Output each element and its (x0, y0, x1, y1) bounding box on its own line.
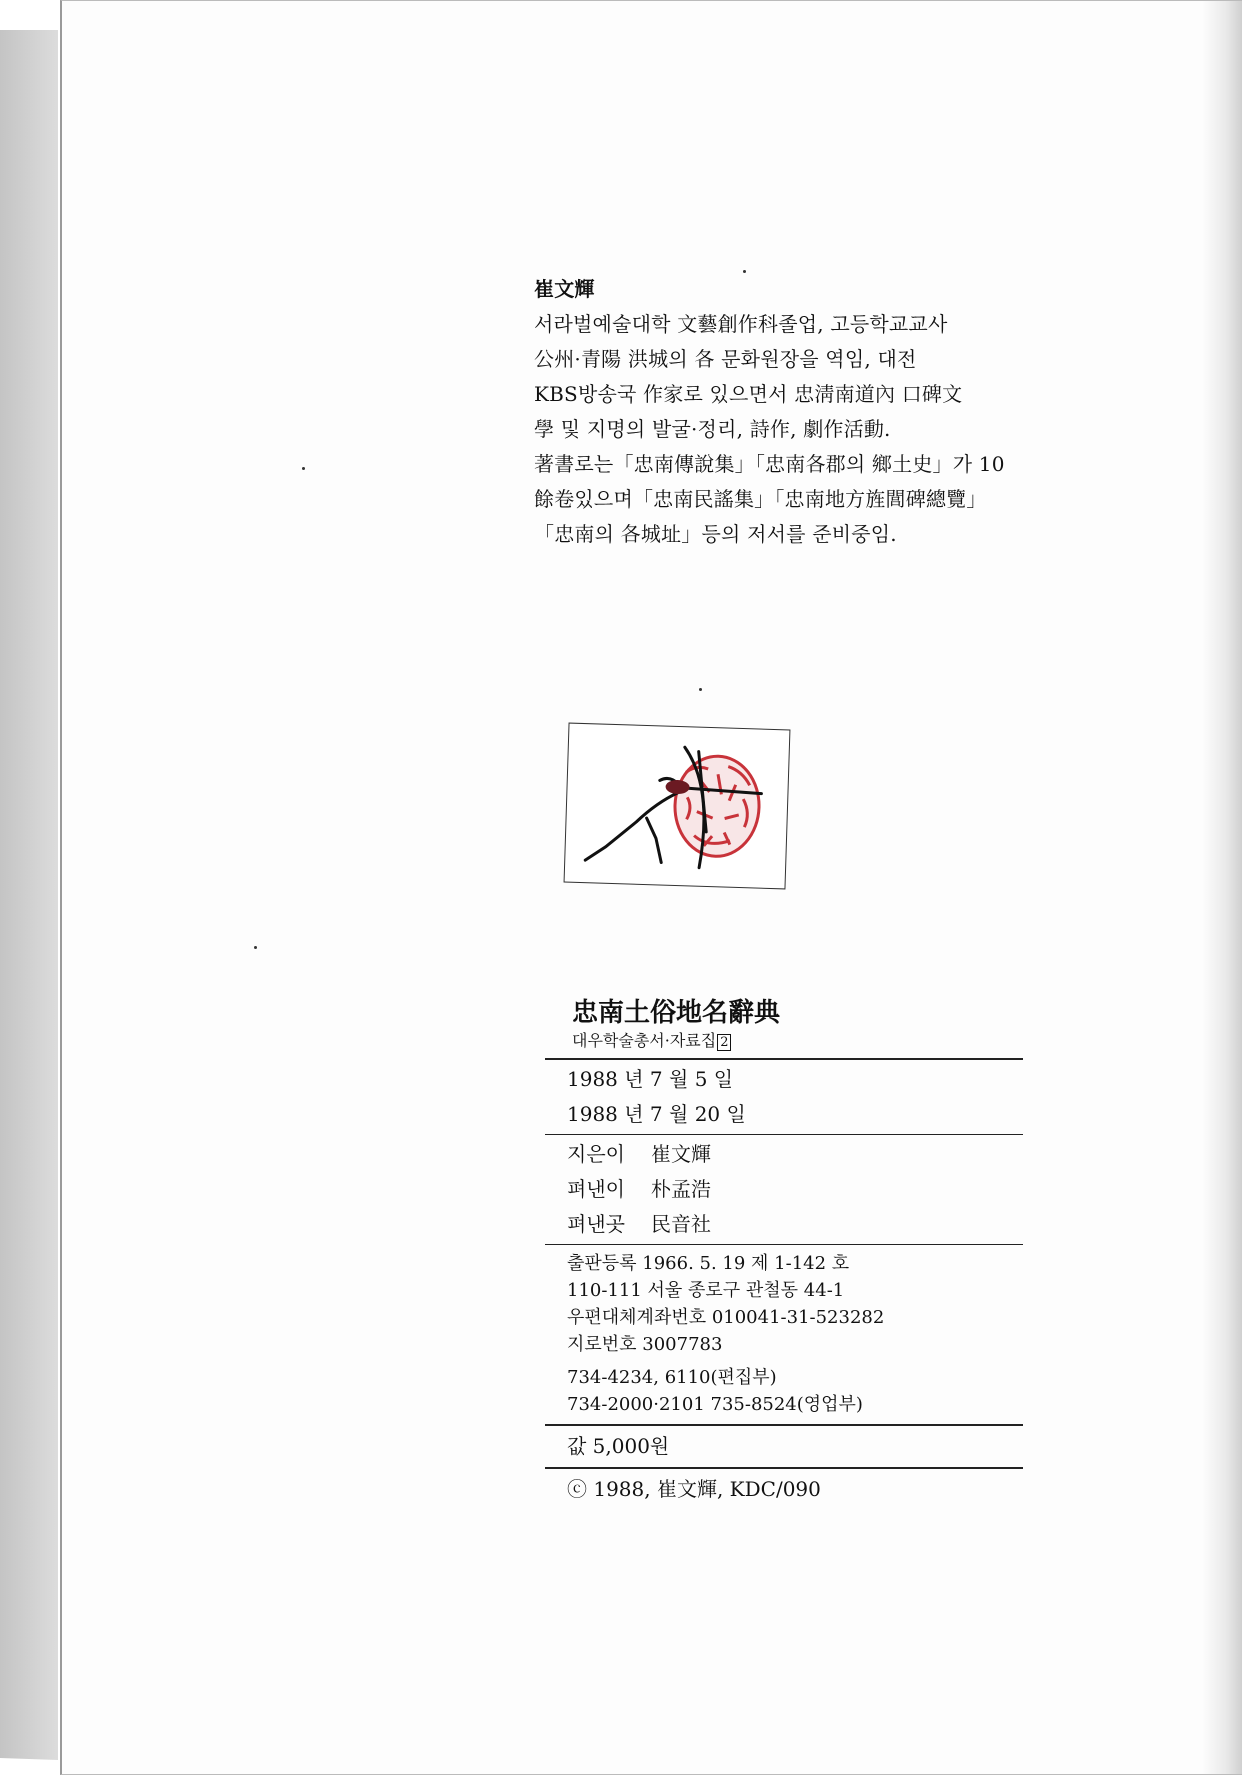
author-name: 崔文輝 (534, 277, 595, 301)
author-row (567, 1137, 1023, 1172)
dates-block (545, 1060, 1023, 1134)
press-label: 펴낸곳 (567, 1212, 625, 1236)
press-value: 民音社 (651, 1212, 711, 1236)
seal-stamp-icon (565, 724, 790, 889)
series-line (572, 1030, 1023, 1052)
giro-number: 지로번호 3007783 (567, 1334, 723, 1355)
dust-speck (699, 688, 702, 691)
author-value: 崔文輝 (651, 1142, 711, 1166)
publish-date: 1988 년 7 월 20 일 (567, 1102, 746, 1126)
print-date: 1988 년 7 월 5 일 (567, 1067, 734, 1091)
book-spine (0, 30, 58, 1760)
colophon (545, 996, 1023, 1507)
publisher-row (567, 1172, 1023, 1207)
series-number: 2 (717, 1034, 731, 1051)
bio-line: KBS방송국 作家로 있으면서 忠淸南道內 口碑文 (534, 382, 963, 406)
address: 110-111 서울 종로구 관철동 44-1 (567, 1280, 845, 1301)
bio-line: 公州·青陽 洪城의 各 문화원장을 역임, 대전 (534, 347, 917, 371)
credits-block (545, 1135, 1023, 1244)
publisher-value: 朴孟浩 (651, 1177, 711, 1201)
registration: 출판등록 1966. 5. 19 제 1-142 호 (567, 1253, 850, 1274)
author-bio (534, 272, 1014, 552)
copyright-block (545, 1469, 1023, 1507)
price: 값 5,000원 (567, 1434, 670, 1458)
page-shadow (1202, 1, 1242, 1774)
bio-line: 서라벌예술대학 文藝創作科졸업, 고등학교교사 (534, 312, 948, 336)
phone-sales: 734-2000·2101 735-8524(영업부) (567, 1394, 863, 1415)
phone-editorial: 734-4234, 6110(편집부) (567, 1367, 777, 1388)
book-title: 忠南土俗地名辭典 (572, 998, 781, 1028)
press-row (567, 1207, 1023, 1242)
author-label: 지은이 (567, 1142, 625, 1166)
seal-stamp-image (564, 723, 791, 890)
bio-line: 「忠南의 各城址」등의 저서를 준비중임. (534, 522, 897, 546)
publisher-label: 펴낸이 (567, 1177, 625, 1201)
series-name: 대우학술총서·자료집 (572, 1031, 717, 1050)
book-page (60, 0, 1242, 1775)
contact-block (545, 1245, 1023, 1424)
dust-speck (254, 946, 257, 949)
bio-line: 學 및 지명의 발굴·정리, 詩作, 劇作活動. (534, 417, 891, 441)
price-block (545, 1426, 1023, 1467)
dust-speck (302, 467, 305, 470)
bio-line: 餘卷있으며「忠南民謠集」「忠南地方旌閭碑總覽」 (534, 487, 987, 511)
bio-line: 著書로는「忠南傳說集」「忠南各郡의 鄉土史」가 10 (534, 452, 1005, 476)
postal-account: 우편대체계좌번호 010041-31-523282 (567, 1307, 885, 1328)
copyright: ⓒ 1988, 崔文輝, KDC/090 (567, 1477, 821, 1501)
